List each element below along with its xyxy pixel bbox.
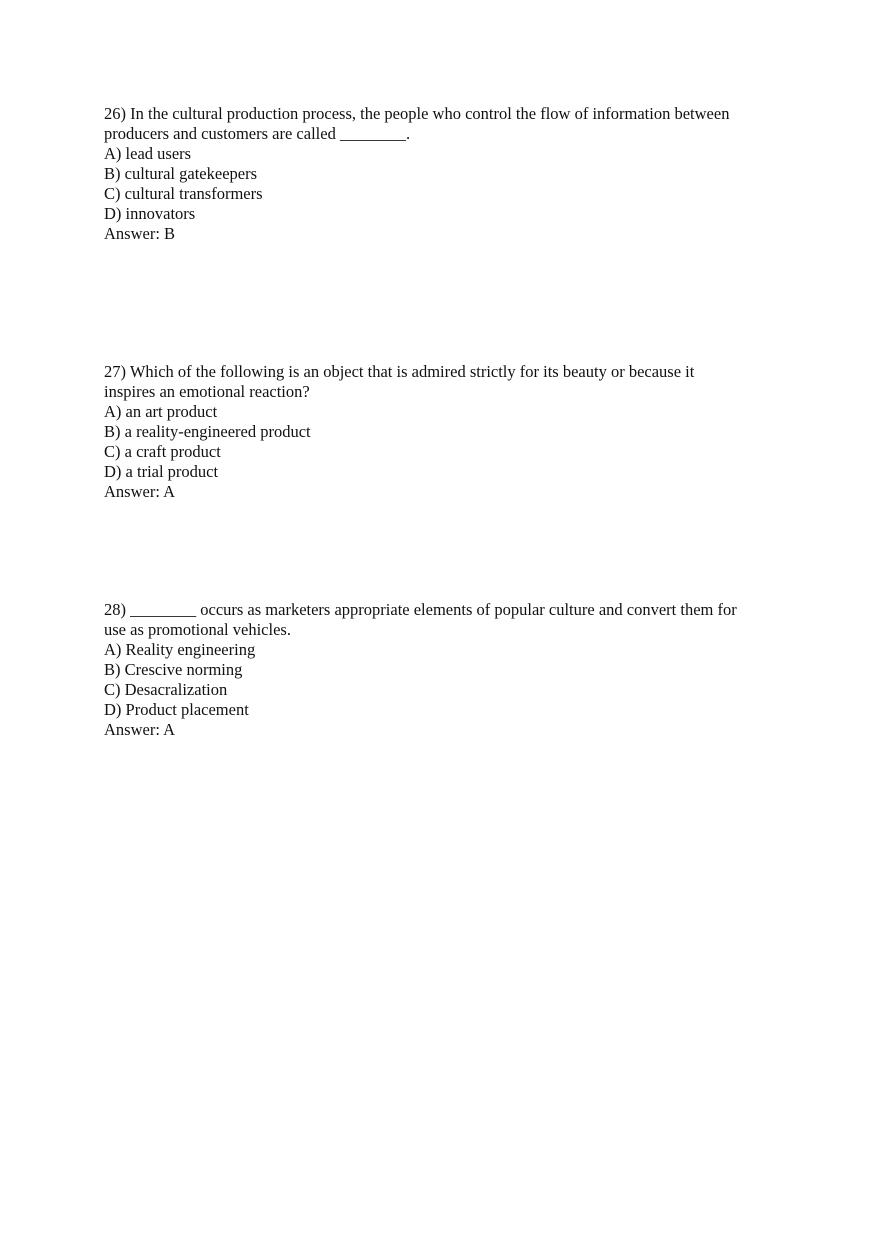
question-stem-line: use as promotional vehicles. (104, 620, 291, 639)
option-d: D) Product placement (104, 700, 249, 719)
option-b: B) a reality-engineered product (104, 422, 311, 441)
answer-line: Answer: A (104, 720, 176, 739)
question-stem-line: producers and customers are called ________. (104, 124, 411, 143)
answer-line: Answer: A (104, 482, 176, 501)
option-d: D) a trial product (104, 462, 219, 481)
question-28 (104, 600, 784, 740)
option-a: A) lead users (104, 144, 192, 163)
option-a: A) an art product (104, 402, 218, 421)
question-stem-line: 26) In the cultural production process, the people who control the flow of information between (104, 104, 730, 123)
option-d: D) innovators (104, 204, 196, 223)
option-b: B) Crescive norming (104, 660, 243, 679)
option-c: C) Desacralization (104, 680, 228, 699)
option-b: B) cultural gatekeepers (104, 164, 258, 183)
question-stem-line: 27) Which of the following is an object that is admired strictly for its beauty or because it (104, 362, 695, 381)
option-a: A) Reality engineering (104, 640, 256, 659)
question-stem-line: 28) ________ occurs as marketers appropriate elements of popular culture and convert them for (104, 600, 737, 619)
question-stem-line: inspires an emotional reaction? (104, 382, 310, 401)
answer-line: Answer: B (104, 224, 176, 243)
question-27 (104, 362, 784, 502)
option-c: C) cultural transformers (104, 184, 263, 203)
question-26 (104, 104, 784, 244)
option-c: C) a craft product (104, 442, 221, 461)
